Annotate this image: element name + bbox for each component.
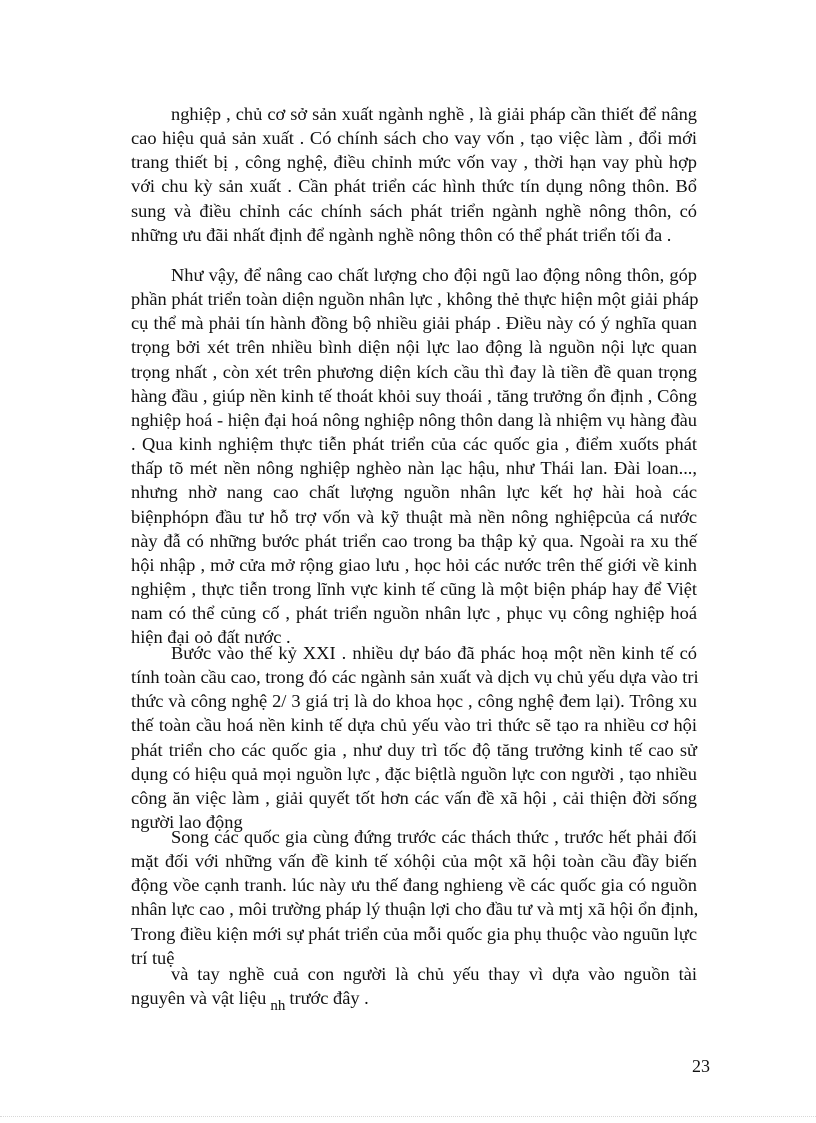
text-line: hội nhập , mở cửa mở rộng giao lưu , học hỏi các nước trên thế giới về kinh [131, 554, 697, 575]
text-line: người lao động [131, 812, 243, 833]
text-line: hiện đại oỏ đất nước . [131, 627, 291, 648]
text-line: dụng có hiệu quả mọi nguồn lực , đặc biệtlà nguồn lực con người , tạo nhiều [131, 763, 697, 784]
text-line: trí tuệ [131, 947, 175, 968]
text-line: Bước vào thế kỷ XXI . nhiều dự báo đã phác hoạ một nền kinh tế có [171, 643, 697, 663]
text-line [131, 986, 697, 1015]
text-line: tính toàn cầu cao, trong đó các ngành sản xuất và dịch vụ chủ yếu dựa vào tri [131, 667, 699, 688]
text-line: thế toàn cầu hoá nền kinh tế dựa chủ yếu vào tri thức sẽ tạo ra nhiều cơ hội [131, 715, 697, 736]
paragraph-4 [131, 825, 697, 970]
text-line: động vồe cạnh tranh. lúc này ưu thế đang nghieng về các quốc gia có nguồn [131, 875, 697, 896]
text-line: mặt đối với những vấn đề kinh tế xóhội của một xã hội toàn cầu đầy biến [131, 851, 697, 872]
text-line: hàng đầu , giúp nền kinh tế thoát khỏi suy thoái , tăng trưởng ổn định , Công [131, 385, 697, 406]
text-line: Song các quốc gia cùng đứng trước các thách thức , trước hết phải đối [171, 827, 697, 847]
text-line: sung và điều chỉnh các chính sách phát triển ngành nghề nông thôn, có [131, 200, 697, 221]
text-line: công ăn việc làm , giải quyết tốt hơn các vấn đề xã hội , cải thiện đời sống [131, 787, 697, 808]
text-line: và tay nghề cuả con người là chủ yếu thay vì dựa vào nguồn tài [171, 964, 697, 984]
text-line: . Qua kinh nghiệm thực tiễn phát triển của các quốc gia , điểm xuốts phát [131, 434, 697, 455]
text-line: cụ thể mà phải tín hành đồng bộ nhiều giải pháp . Điều này có ý nghĩa quan [131, 313, 697, 334]
page-bottom-rule [0, 1116, 816, 1117]
text-line: Trong điều kiện mới sự phát triển của mỗi quốc gia phụ thuộc vào nguũn lực [131, 923, 697, 944]
paragraph-3 [131, 641, 697, 834]
text-line: cao hiệu quả sản xuất . Có chính sách cho vay vốn , tạo việc làm , đổi mới [131, 128, 697, 149]
text-line: nhưng nhờ nang cao chất lượng nguồn nhân lực kết hợ hài hoà các [131, 482, 697, 503]
text-line: phần phát triển toàn diện nguồn nhân lực , không thẻ thực hiện một giải pháp [131, 289, 699, 310]
text-line: trang thiết bị , công nghệ, điều chỉnh mức vốn vay , thời hạn vay phù hợp [131, 152, 697, 173]
page-number: 23 [692, 1056, 710, 1076]
text-line: nghiệm , thực tiễn trong lĩnh vực kinh tế cũng là một biện pháp hay để Việt [131, 579, 697, 600]
text-fragment: nguyên và vật liệu [131, 988, 267, 1009]
text-line: nghiệp hoá - hiện đại hoá nông nghiệp nông thôn dang là nhiệm vụ hàng đàu [131, 409, 697, 430]
paragraph-5 [131, 962, 697, 1015]
text-line: trọng nhất , còn xét trên phương diện kích cầu thì đay là tiền đề quan trọng [131, 361, 697, 382]
paragraph-2 [131, 263, 697, 650]
text-line: nhân lực cao , môi trường pháp lý thuận lợi cho đầu tư và mtj xã hội ổn định, [131, 899, 699, 920]
text-line: thức và công nghệ 2/ 3 giá trị là do khoa học , công nghệ đem lại). Trông xu [131, 691, 697, 712]
text-fragment-subscript: nh [270, 998, 286, 1015]
text-fragment: trước đây . [289, 988, 369, 1009]
text-line: Như vậy, để nâng cao chất lượng cho đội ngũ lao động nông thôn, góp [171, 265, 697, 285]
text-line: biệnphópn đầu tư hỗ trợ vốn và kỹ thuật mà nền nông nghiệpcủa cá nước [131, 506, 697, 527]
text-line: phát triển cho các quốc gia , như duy trì tốc độ tăng trưởng kinh tế cao sử [131, 739, 697, 760]
text-line: trọng bởi xét trên nhiều bình diện nội lực lao động là nguồn nội lực quan [131, 337, 697, 358]
text-line: những ưu đãi nhất định để ngành nghề nông thôn có thể phát triển tối đa . [131, 224, 672, 245]
text-line: với chu kỳ sản xuất . Cần phát triển các hình thức tín dụng nông thôn. Bổ [131, 176, 697, 197]
text-line: nghiệp , chủ cơ sở sản xuất ngành nghề , là giải pháp cần thiết để nâng [171, 104, 697, 124]
text-line: này đẫ có những bước phát triển cao trong ba thập kỷ qua. Ngoài ra xu thế [131, 530, 697, 551]
paragraph-1 [131, 102, 697, 247]
text-line: thấp tõ mét nền nông nghiệp nghèo nàn lạc hậu, như Thái lan. Đài loan..., [131, 458, 697, 479]
text-line: nam có thể củng cố , phát triển nguồn nhân lực , phục vụ công nghiệp hoá [131, 603, 697, 624]
